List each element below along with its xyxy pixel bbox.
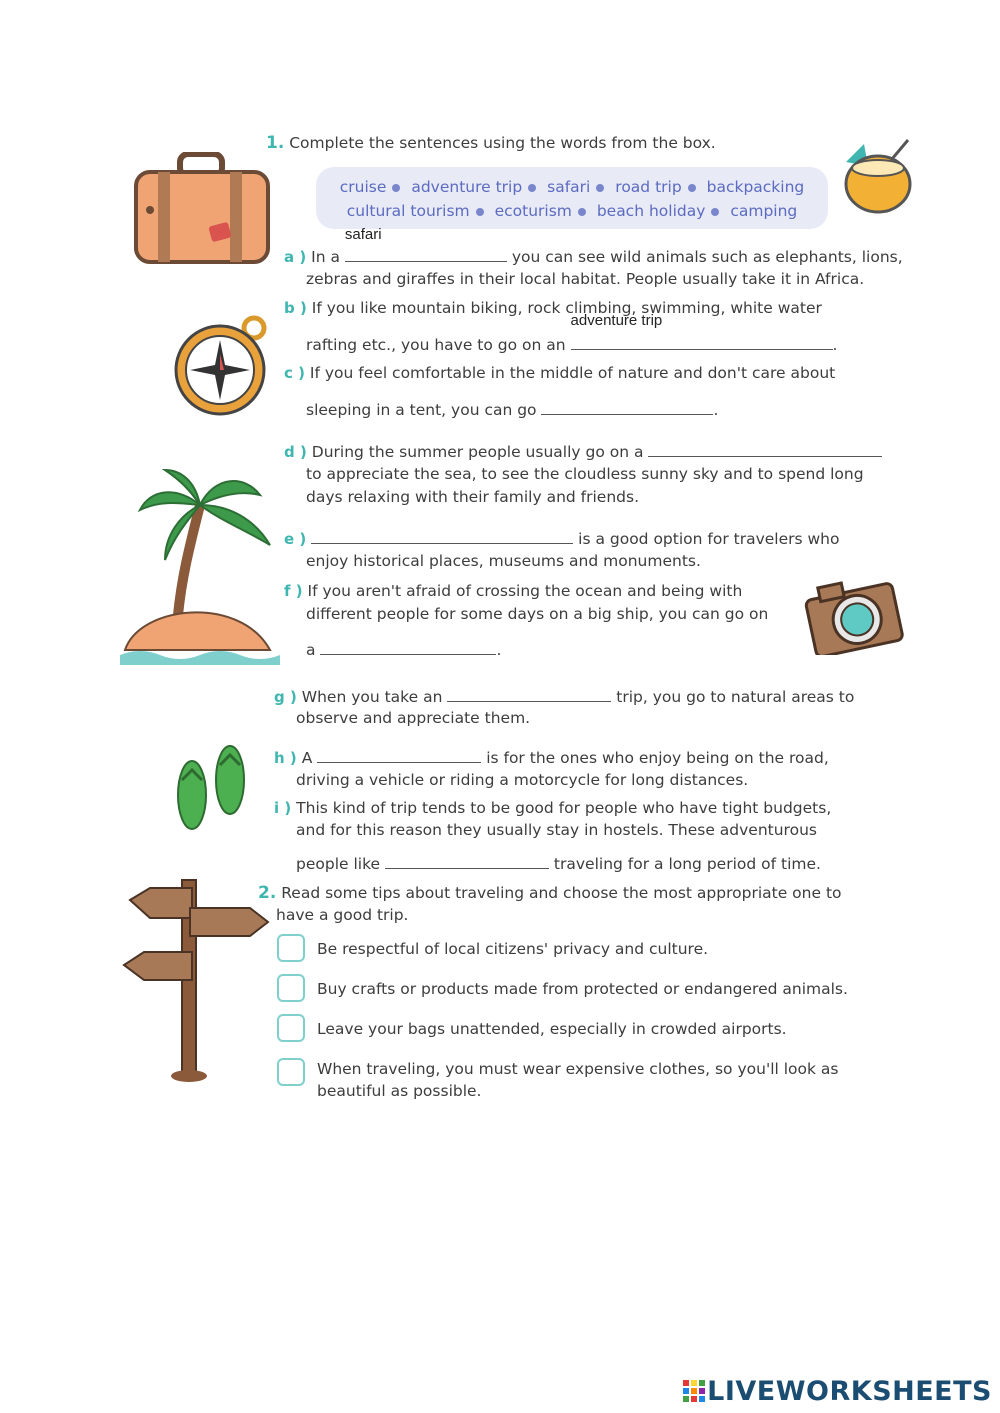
camera-icon [804, 573, 904, 655]
item-g-line-2: observe and appreciate them. [296, 709, 531, 727]
item-d: d ) During the summer people usually go on a [284, 440, 882, 464]
exercise-instruction: Complete the sentences using the words from the box. [289, 134, 716, 152]
answer-blank-i[interactable] [385, 852, 549, 869]
compass-icon [172, 310, 272, 418]
item-i-line-3: people like traveling for a long period of time. [296, 852, 821, 876]
suitcase-icon [132, 152, 272, 267]
tip-checkbox[interactable] [277, 974, 305, 1002]
item-h-line-2: driving a vehicle or riding a motorcycle for long distances. [296, 771, 749, 789]
answer-a: safari [344, 226, 382, 243]
answer-blank-f[interactable] [320, 638, 496, 655]
answer-blank-h[interactable] [317, 746, 481, 763]
tip-option-line-2: beautiful as possible. [317, 1082, 482, 1100]
word-box-line-2 [316, 199, 828, 223]
item-i-line-2: and for this reason they usually stay in hostels. These adventurous [296, 821, 817, 839]
flip-flops-icon [170, 740, 256, 835]
item-e-line-2: enjoy historical places, museums and monuments. [306, 552, 701, 570]
tip-option: When traveling, you must wear expensive clothes, so you'll look as [317, 1060, 839, 1078]
item-f-line-3: a . [306, 638, 501, 662]
answer-blank-b[interactable] [570, 312, 833, 350]
exercise-2-heading: 2. Read some tips about traveling and choose the most appropriate one to [258, 883, 842, 903]
item-f-line-2: different people for some days on a big ship, you can go on [306, 605, 769, 623]
item-d-line-2: to appreciate the sea, to see the cloudless sunny sky and to spend long [306, 465, 864, 483]
item-h: h ) A is for the ones who enjoy being on the road, [274, 746, 829, 770]
liveworksheets-logo [683, 1376, 992, 1407]
word-option: cruise [339, 178, 387, 196]
answer-blank-e[interactable] [311, 527, 573, 544]
item-e: e ) is a good option for travelers who [284, 527, 839, 551]
tip-checkbox[interactable] [277, 1058, 305, 1086]
answer-blank-c[interactable] [541, 398, 713, 415]
item-c-line-2: sleeping in a tent, you can go . [306, 398, 718, 422]
tip-checkbox[interactable] [277, 1014, 305, 1042]
word-box [316, 167, 828, 229]
word-option: adventure trip [411, 178, 523, 196]
answer-blank-a[interactable] [344, 226, 507, 262]
word-option: backpacking [706, 178, 805, 196]
word-option: camping [730, 202, 798, 220]
item-a: a ) In a safari you can see wild animals such as elephants, lions, [284, 245, 903, 269]
answer-blank-g[interactable] [447, 685, 611, 702]
tip-option: Leave your bags unattended, especially in crowded airports. [317, 1020, 787, 1038]
coconut-drink-icon [836, 132, 916, 217]
word-option: road trip [615, 178, 682, 196]
word-option: ecoturism [494, 202, 572, 220]
tip-option: Buy crafts or products made from protected or endangered animals. [317, 980, 848, 998]
answer-blank-d[interactable] [648, 440, 882, 457]
signpost-icon [120, 870, 270, 1085]
word-option: beach holiday [596, 202, 706, 220]
item-b: b ) If you like mountain biking, rock climbing, swimming, white water [284, 299, 822, 317]
exercise-2-instruction-line-2: have a good trip. [276, 906, 409, 924]
item-f: f ) If you aren't afraid of crossing the ocean and being with [284, 582, 743, 600]
item-g: g ) When you take an trip, you go to natural areas to [274, 685, 854, 709]
tip-checkbox[interactable] [277, 934, 305, 962]
exercise-1-heading [266, 132, 716, 155]
word-option: safari [547, 178, 591, 196]
item-i: i ) This kind of trip tends to be good for people who have tight budgets, [274, 799, 832, 817]
item-c: c ) If you feel comfortable in the middle of nature and don't care about [284, 364, 836, 382]
brand-name: LIVEWORKSHEETS [707, 1376, 992, 1407]
exercise-number: 2. [258, 883, 277, 903]
item-a-line-2: zebras and giraffes in their local habitat. People usually take it in Africa. [306, 270, 865, 288]
word-box-line-1 [316, 175, 828, 199]
logo-grid-icon [683, 1380, 705, 1402]
palm-island-icon [120, 465, 280, 670]
answer-b: adventure trip [570, 312, 663, 329]
exercise-number: 1. [266, 133, 285, 153]
item-d-line-3: days relaxing with their family and friends. [306, 488, 640, 506]
tip-option: Be respectful of local citizens' privacy and culture. [317, 940, 709, 958]
word-option: cultural tourism [346, 202, 470, 220]
item-b-line-2: rafting etc., you have to go on an adventure trip . [306, 333, 837, 357]
